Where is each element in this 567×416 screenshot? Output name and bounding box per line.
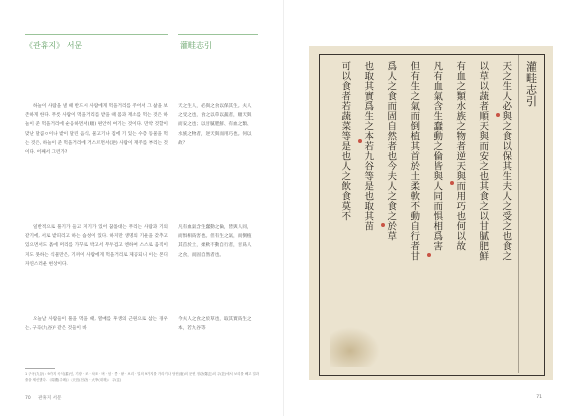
manuscript-column: 也取其實爲生之本若九谷等是也取其苗 [362, 61, 374, 231]
manuscript-column-divider [518, 55, 519, 373]
red-punctuation-mark [358, 139, 362, 143]
manuscript-column: 灌畦志引 [524, 61, 538, 107]
red-punctuation-mark [450, 181, 454, 185]
manuscript-column: 但有生之氣而倒植其首於土柔軟不動自行者甘 [408, 61, 420, 261]
red-punctuation-mark [381, 223, 385, 227]
red-punctuation-mark [427, 253, 431, 257]
footnote: 1 구곡(九谷) : 9가지 곡식(黍)인, 기장 · 조 · 차조 · 벼 · 삼 · 콩 · 팥 · 보리 · 밀의 9가지를 가리키나 당헌(唐)의 문헌 정관(鄭玄)의 주(註)에서 보리를 빼고 밀과 줄을 제신했다. 《周禮(주례)》〈天官(천관) · 大宰(대재)〉 주(注) [25, 372, 259, 382]
korean-paragraph-3 [25, 315, 168, 333]
manuscript-column: 可以食者若蔬菜等是也人之飲食莫不 [339, 61, 351, 221]
hanja-paragraph-2 [178, 223, 256, 260]
footnote-rule [25, 368, 55, 369]
page-number-left: 70 [25, 396, 31, 401]
manuscript-column: 爲人之食而固自然者也今夫人之食之於草 [385, 61, 397, 241]
hanja-text-1: 天之生人，必與之食以保其生。夫人之受之也，食之以草以蔬者，順天與而安之也；以甘膩肥鮮、有血之類、水族之物者，逆天與而用巧也。何以故？ [178, 104, 252, 146]
manuscript-column: 有血之類水族之物者逆天與而用巧也何以故 [454, 61, 466, 251]
title-rule-hanja [178, 34, 258, 35]
korean-paragraph-2 [25, 223, 168, 269]
korean-paragraph-1 [25, 102, 168, 157]
left-page [0, 0, 283, 416]
section-title-hanja: 灌畦志引 [180, 41, 212, 50]
section-title-korean: 《관휴지》 서문 [25, 41, 83, 50]
korean-text-1: 하늘이 사람을 낼 때 반드시 사람에게 먹을거리를 주어서 그 삶을 보존하게 한다. 무릇 사람이 먹을거리를 받을 때 몸과 재소를 먹는 것은 하늘이 준 먹을거리에 순응하면서(順) 편안히 여기는 것이다. 만약 것할이 맞난 달콤ㅇ이나 밭이 달린 음식, 물고기나 짐에 기 있는 수층 동물을 먹는 것은, 하늘이 준 먹을거리에 거스르면서(逆) 사람이 재주를 부리는 것이다. 어째서 그런가? [25, 104, 168, 156]
manuscript-column: 天之生人必與之食以保其生夫人之受之也食之 [500, 61, 512, 261]
red-punctuation-mark [496, 113, 500, 117]
running-head: 관휴지 서문 [38, 396, 62, 401]
hanja-paragraph-3 [178, 315, 256, 333]
page-footer-left [25, 395, 61, 401]
korean-text-3: 오늘날 사람들이 풀을 먹을 때, 열매를 후생의 근원으로 삼는 경우는, 구곡(九谷)¹ 같은 것들이 바 [25, 317, 168, 332]
right-page [284, 0, 567, 416]
manuscript-image [309, 46, 553, 380]
korean-text-2: 일반적으로 풀기가 들고 지기가 있어 꿈틀대는 무리는 사람과 기의 같기에, 서로 밭피리고 하는 습성이 있다. 하지만 생명의 기운을 갖추고 있으면서도 흙에 머리를 가꾸로 박고서 무두겁고 엔하여 스스로 움직이지도 못하는 식물만은, 기꺼이 사람에게 먹을거리로 제공되니 이는 본디 자연스러운 현상이다. [25, 225, 168, 267]
title-rule-korean [25, 34, 168, 35]
manuscript-column: 凡有血氣含生蠢動之倫皆與人同而惧相爲害 [431, 61, 443, 251]
hanja-text-2: 凡有血氣含生蠢動之倫，皆與人同，而惧相爲害也。但有生之氣，而倒植其首於土，柔軟不動自行者，甘爲人之食，而固自然者也。 [178, 225, 252, 258]
hanja-paragraph-1 [178, 102, 256, 148]
page-number-right: 71 [536, 395, 542, 400]
manuscript-frame [319, 54, 545, 376]
manuscript-seal-stain [330, 327, 380, 367]
hanja-text-3: 今夫人之食之於草也，取其實爲生之本，若九谷等 [178, 317, 252, 332]
manuscript-column: 以草以蔬者順天與而安之也其食之以甘膩肥鮮 [477, 61, 489, 261]
